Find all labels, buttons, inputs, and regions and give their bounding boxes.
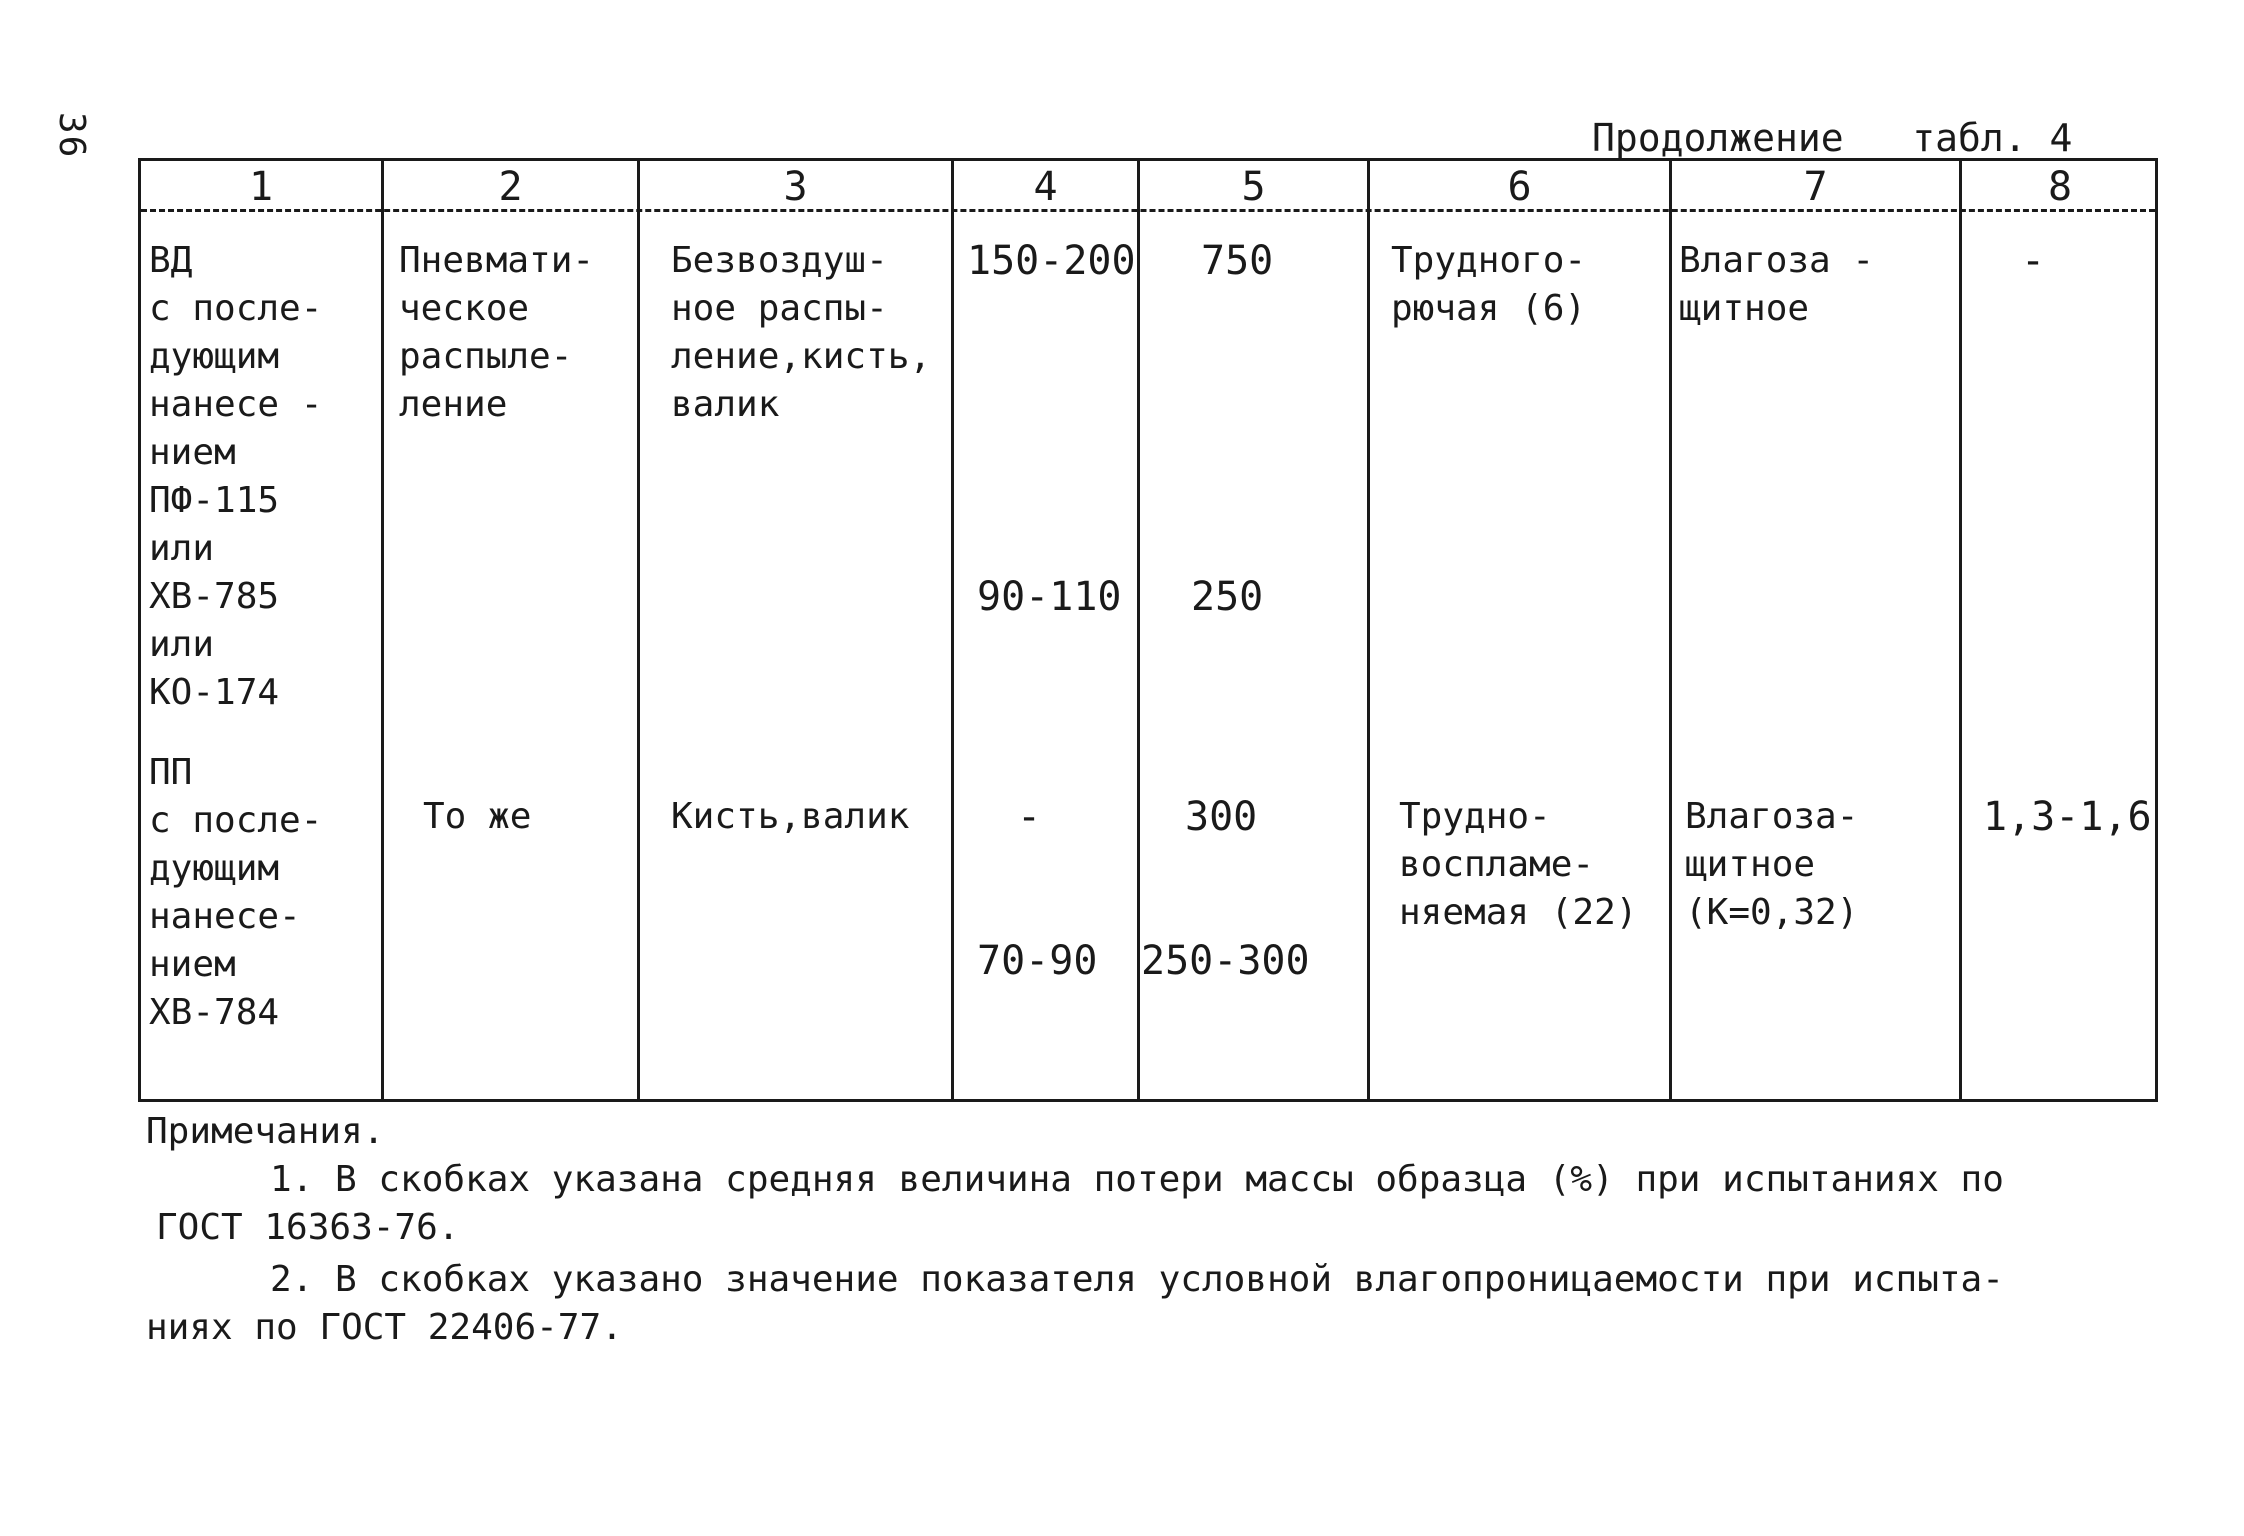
column-divider — [1669, 161, 1672, 1099]
header-col-2: 2 — [498, 164, 523, 210]
table-cell-flammability: Трудного- рючая (6) — [1391, 240, 1587, 329]
table-cell-flammability: Трудно- воспламе- няемая (22) — [1399, 796, 1638, 933]
table-cell-material: ВД с после- дующим нанесе - нием ПФ-115 или ХВ-785 или КО-174 — [149, 240, 323, 713]
note-2-line-1: 2. В скобках указано значение показателя условной влагопроницаемости при испыта- — [270, 1259, 2004, 1300]
data-table — [138, 158, 2158, 1102]
header-col-6: 6 — [1507, 164, 1532, 210]
header-col-3: 3 — [783, 164, 808, 210]
column-divider — [1367, 161, 1370, 1099]
notes-title: Примечания. — [146, 1111, 385, 1152]
header-divider — [141, 209, 2155, 212]
table-cell-value-a: - — [1017, 794, 1042, 840]
header-col-8: 8 — [2047, 164, 2073, 210]
column-divider — [951, 161, 954, 1099]
table-cell-value-b: 750 — [1201, 238, 1274, 284]
table-cell-value-a: 150-200 — [967, 238, 1136, 284]
table-cell-value-a: 90-110 — [977, 574, 1122, 620]
header-col-7: 7 — [1803, 164, 1828, 210]
table-cell-method: То же — [423, 796, 532, 837]
header-col-4: 4 — [1033, 164, 1058, 210]
table-caption: Продолжение табл. 4 — [1592, 116, 2073, 160]
table-cell-alt-method: Безвоздуш- ное распы- ление,кисть, валик — [671, 240, 932, 425]
page-number: 36 — [51, 112, 92, 160]
table-cell-protection: Влагоза - щитное — [1679, 240, 1875, 329]
column-divider — [637, 161, 640, 1099]
table-cell-coefficient: 1,3-1,6 — [1983, 794, 2152, 840]
table-cell-method: Пневмати- ческое распыле- ление — [399, 240, 595, 425]
note-1-line-1: 1. В скобках указана средняя величина потери массы образца (%) при испытаниях по — [270, 1159, 2004, 1200]
column-divider — [1137, 161, 1140, 1099]
table-cell-value-a: 70-90 — [977, 938, 1098, 984]
header-col-5: 5 — [1241, 164, 1266, 210]
table-cell-material: ПП с после- дующим нанесе- нием ХВ-784 — [149, 752, 323, 1033]
column-divider — [1959, 161, 1962, 1099]
table-cell-coefficient: - — [2021, 238, 2046, 284]
table-cell-protection: Влагоза- щитное (К=0,32) — [1685, 796, 1859, 933]
note-1-line-2: ГОСТ 16363-76. — [156, 1207, 460, 1248]
table-cell-alt-method: Кисть,валик — [671, 796, 910, 837]
notes — [146, 1108, 2176, 1352]
note-2-line-2: ниях по ГОСТ 22406-77. — [146, 1307, 623, 1348]
table-cell-value-b: 250 — [1191, 574, 1264, 620]
column-divider — [381, 161, 384, 1099]
table-cell-value-b: 250-300 — [1141, 938, 1310, 984]
header-col-1: 1 — [248, 164, 274, 210]
table-cell-value-b: 300 — [1185, 794, 1258, 840]
